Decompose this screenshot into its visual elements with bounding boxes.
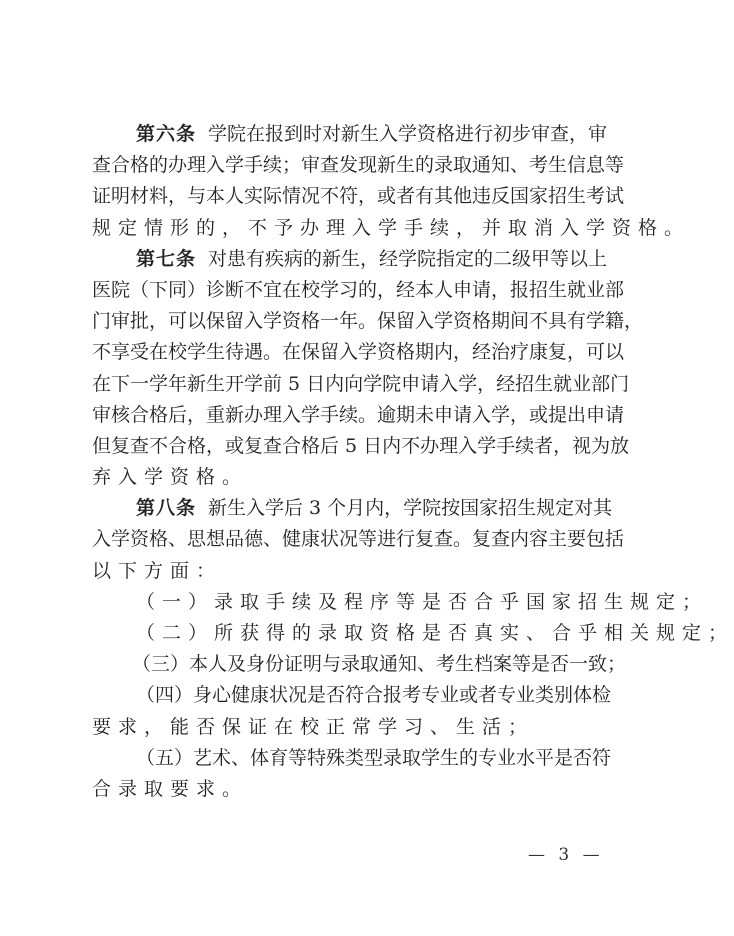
text-line: 弃入学资格。 xyxy=(92,466,249,489)
text-line: 审核合格后，重新办理入学手续。逾期未申请入学，或提出申请 xyxy=(92,403,625,426)
article-heading: 第七条 xyxy=(136,247,197,270)
text-line: 以下方面： xyxy=(92,559,223,582)
text-line: 在下一学年新生开学前 5 日内向学院申请入学，经招生就业部门 xyxy=(92,372,630,395)
list-item: （三）本人及身份证明与录取通知、考生档案等是否一致； xyxy=(132,653,627,676)
article-heading: 第八条 xyxy=(136,497,197,520)
list-item: （五）艺术、体育等特殊类型录取学生的专业水平是否符 xyxy=(136,746,612,769)
document-body xyxy=(92,119,734,805)
text-line: 证明材料，与本人实际情况不符，或者有其他违反国家招生考试 xyxy=(92,185,625,208)
text-line: 不享受在校学生待遇。在保留入学资格期内，经治疗康复，可以 xyxy=(92,341,625,364)
text-line: 入学资格、思想品德、健康状况等进行复查。复查内容主要包括 xyxy=(92,528,625,551)
list-item: （一）录取手续及程序等是否合乎国家招生规定； xyxy=(136,590,709,613)
article-6: 第六条 学院在报到时对新生入学资格进行初步审查，审 查合格的办理入学手续；审查发现新生的录取通知、考生信息等 证明材料，与本人实际情况不符，或者有其他违反国家招生考试 规定情形的，不予办理入学手续，并取消入学资格。 xyxy=(92,119,579,244)
article-7: 第七条 对患有疾病的新生，经学院指定的二级甲等以上 医院（下同）诊断不宜在校学习的，经本人申请，报招生就业部 门审批，可以保留入学资格一年。保留入学资格期间不具有学籍， 不享受在校学生待遇。在保留入学资格期内，经治疗康复，可以 在下一学年新生开学前 5 日内向学院申请入学，经招生就业部门 审核合格后，重新办理入学手续。逾期未申请入学，或提出申请 但复查不合格，或复查合格后 5 日内不办理入学手续者，视为放 弃入学资格。 xyxy=(92,244,579,494)
text-line: 但复查不合格，或复查合格后 5 日内不办理入学手续者，视为放 xyxy=(92,434,630,457)
list-item: （二）所获得的录取资格是否真实、合乎相关规定； xyxy=(136,622,734,644)
text-line: 要求，能否保证在校正常学习、生活； xyxy=(92,715,535,738)
text-line: 门审批，可以保留入学资格一年。保留入学资格期间不具有学籍， xyxy=(92,310,644,333)
article-8: 第八条 新生入学后 3 个月内，学院按国家招生规定对其 入学资格、思想品德、健康状况等进行复查。复查内容主要包括 以下方面： （一）录取手续及程序等是否合乎国家招生规定； （二）所获得的录取资格是否真实、合乎相关规定； （三）本人及身份证明与录取通知、考生档案等是否一致； （四）身心健康状况是否符合报考专业或者专业类别体检 要求，能否保证在校正常学习、生活； （五）艺术、体育等特殊类型录取学生的专业水平是否符 合录取要求。 xyxy=(92,493,579,805)
text-line: 规定情形的，不予办理入学手续，并取消入学资格。 xyxy=(92,216,691,239)
article-heading: 第六条 xyxy=(136,123,197,145)
page-number: — 3 — xyxy=(528,845,604,865)
text-line: 医院（下同）诊断不宜在校学习的，经本人申请，报招生就业部 xyxy=(92,278,625,301)
list-item: （四）身心健康状况是否符合报考专业或者专业类别体检 xyxy=(136,684,612,707)
text-line: 合录取要求。 xyxy=(92,777,249,800)
text-line: 查合格的办理入学手续；审查发现新生的录取通知、考生信息等 xyxy=(92,154,625,177)
